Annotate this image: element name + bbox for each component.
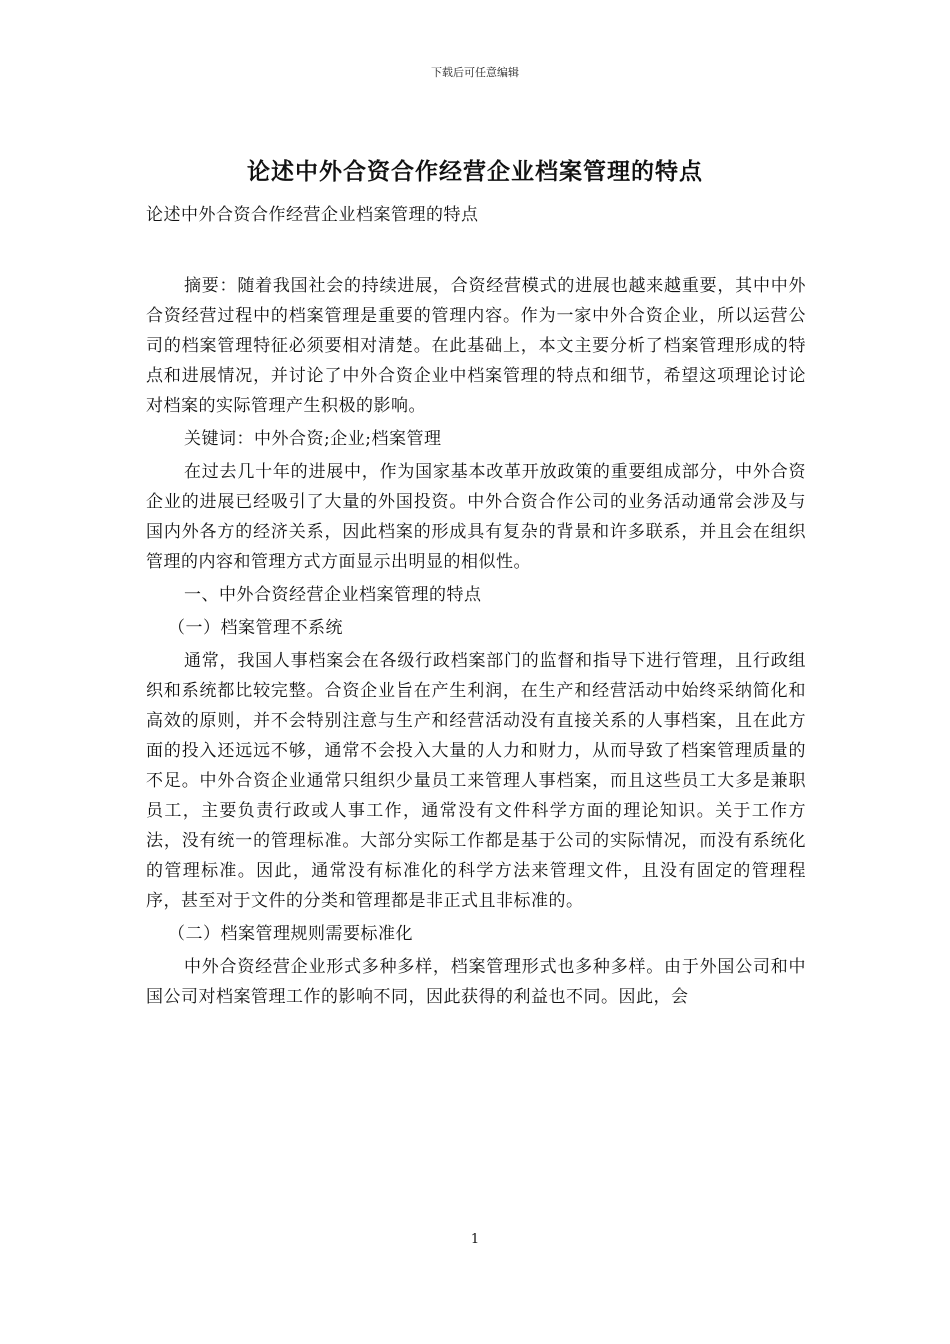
page-number: 1 xyxy=(470,1232,480,1247)
subsection-heading-2: （二）档案管理规则需要标准化 xyxy=(168,924,413,944)
body-paragraph: 中外合资经营企业形式多种多样，档案管理形式也多种多样。由于外国公司和中国公司对档案管理工作的影响不同，因此获得的利益也不同。因此，会 xyxy=(146,957,806,1007)
abstract-paragraph: 摘要：随着我国社会的持续进展，合资经营模式的进展也越来越重要，其中中外合资经营过程中的档案管理是重要的管理内容。作为一家中外合资企业，所以运营公司的档案管理特征必须要相对清楚。在此基础上，本文主要分析了档案管理形成的特点和进展情况，并讨论了中外合资企业中档案管理的特点和细节，希望这项理论讨论对档案的实际管理产生积极的影响。 xyxy=(146,276,806,416)
body-paragraph: 通常，我国人事档案会在各级行政档案部门的监督和指导下进行管理，且行政组织和系统都比较完整。合资企业旨在产生利润，在生产和经营活动中始终采纳简化和高效的原则，并不会特别注意与生产和经营活动没有直接关系的人事档案，且在此方面的投入还远远不够，通常不会投入大量的人力和财力，从而导致了档案管理质量的不足。中外合资企业通常只组织少量员工来管理人事档案，而且这些员工大多是兼职员工，主要负责行政或人事工作，通常没有文件科学方面的理论知识。关于工作方法，没有统一的管理标准。大部分实际工作都是基于公司的实际情况，而没有系统化的管理标准。因此，通常没有标准化的科学方法来管理文件，且没有固定的管理程序，甚至对于文件的分类和管理都是非正式且非标准的。 xyxy=(146,651,806,911)
document-title: 论述中外合资合作经营企业档案管理的特点 xyxy=(247,159,703,185)
page-header: 下载后可任意编辑 xyxy=(431,66,519,79)
document-subtitle: 论述中外合资合作经营企业档案管理的特点 xyxy=(146,205,479,225)
intro-paragraph: 在过去几十年的进展中，作为国家基本改革开放政策的重要组成部分，中外合资企业的进展已经吸引了大量的外国投资。中外合资合作公司的业务活动通常会涉及与国内外各方的经济关系，因此档案的形成具有复杂的背景和许多联系，并且会在组织管理的内容和管理方式方面显示出明显的相似性。 xyxy=(146,462,806,572)
document-body xyxy=(146,271,806,1015)
subsection-heading-1: （一）档案管理不系统 xyxy=(168,618,343,638)
keywords-paragraph: 关键词：中外合资;企业;档案管理 xyxy=(184,429,442,449)
section-heading-1: 一、中外合资经营企业档案管理的特点 xyxy=(184,585,482,605)
